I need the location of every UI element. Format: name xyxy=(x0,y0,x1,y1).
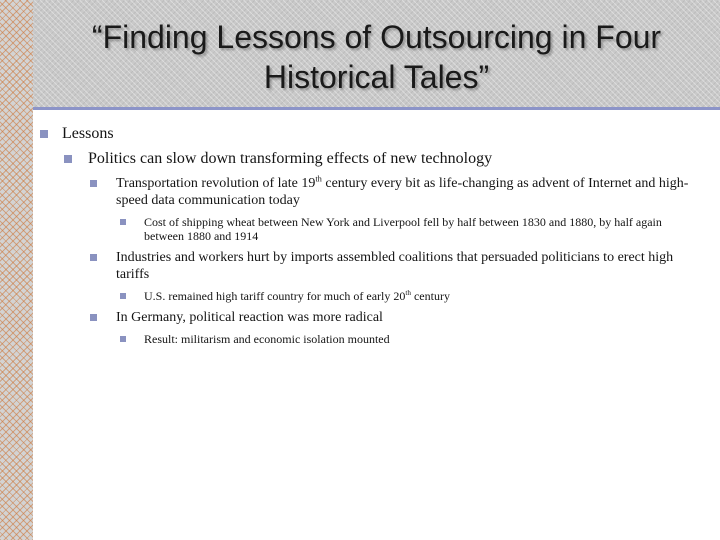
square-bullet-icon xyxy=(120,293,126,299)
left-decorative-strip xyxy=(0,0,33,540)
bullet-text-part: Transportation revolution of late 19 xyxy=(116,176,316,191)
square-bullet-icon xyxy=(90,314,97,321)
superscript: th xyxy=(405,289,411,297)
bullet-text: Result: militarism and economic isolation mounted xyxy=(144,332,390,346)
bullet-transportation xyxy=(90,175,700,209)
bullet-result xyxy=(120,332,700,346)
bullet-industries xyxy=(90,249,700,283)
title-bar xyxy=(33,0,720,107)
bullet-germany xyxy=(90,309,700,326)
bullet-text-part: century xyxy=(410,289,450,303)
bullet-us-tariff xyxy=(120,289,700,303)
square-bullet-icon xyxy=(90,254,97,261)
bullet-politics xyxy=(64,149,700,169)
square-bullet-icon xyxy=(90,180,97,187)
square-bullet-icon xyxy=(120,336,126,342)
bullet-text: Industries and workers hurt by imports assembled coalitions that persuaded politicians to erect high tariffs xyxy=(116,250,674,282)
bullet-text: Lessons xyxy=(62,125,114,142)
superscript: th xyxy=(315,174,322,184)
bullet-text-part: U.S. remained high tariff country for much of early 20 xyxy=(144,289,406,303)
bullet-text: Cost of shipping wheat between New York and Liverpool fell by half between 1830 and 1880, by half again between 1880 and 1914 xyxy=(144,215,662,243)
bullet-wheat-shipping xyxy=(120,215,700,243)
bullet-text: Politics can slow down transforming effects of new technology xyxy=(88,150,493,167)
bullet-text-part: century every bit as life-changing as advent of Internet and high-speed data communication today xyxy=(116,176,689,208)
square-bullet-icon xyxy=(64,155,72,163)
bullet-list xyxy=(40,124,700,352)
bullet-text: In Germany, political reaction was more radical xyxy=(116,310,383,325)
square-bullet-icon xyxy=(120,219,126,225)
slide-title: “Finding Lessons of Outsourcing in Four Historical Tales” xyxy=(91,19,662,95)
bullet-lessons xyxy=(40,124,700,144)
square-bullet-icon xyxy=(40,130,48,138)
